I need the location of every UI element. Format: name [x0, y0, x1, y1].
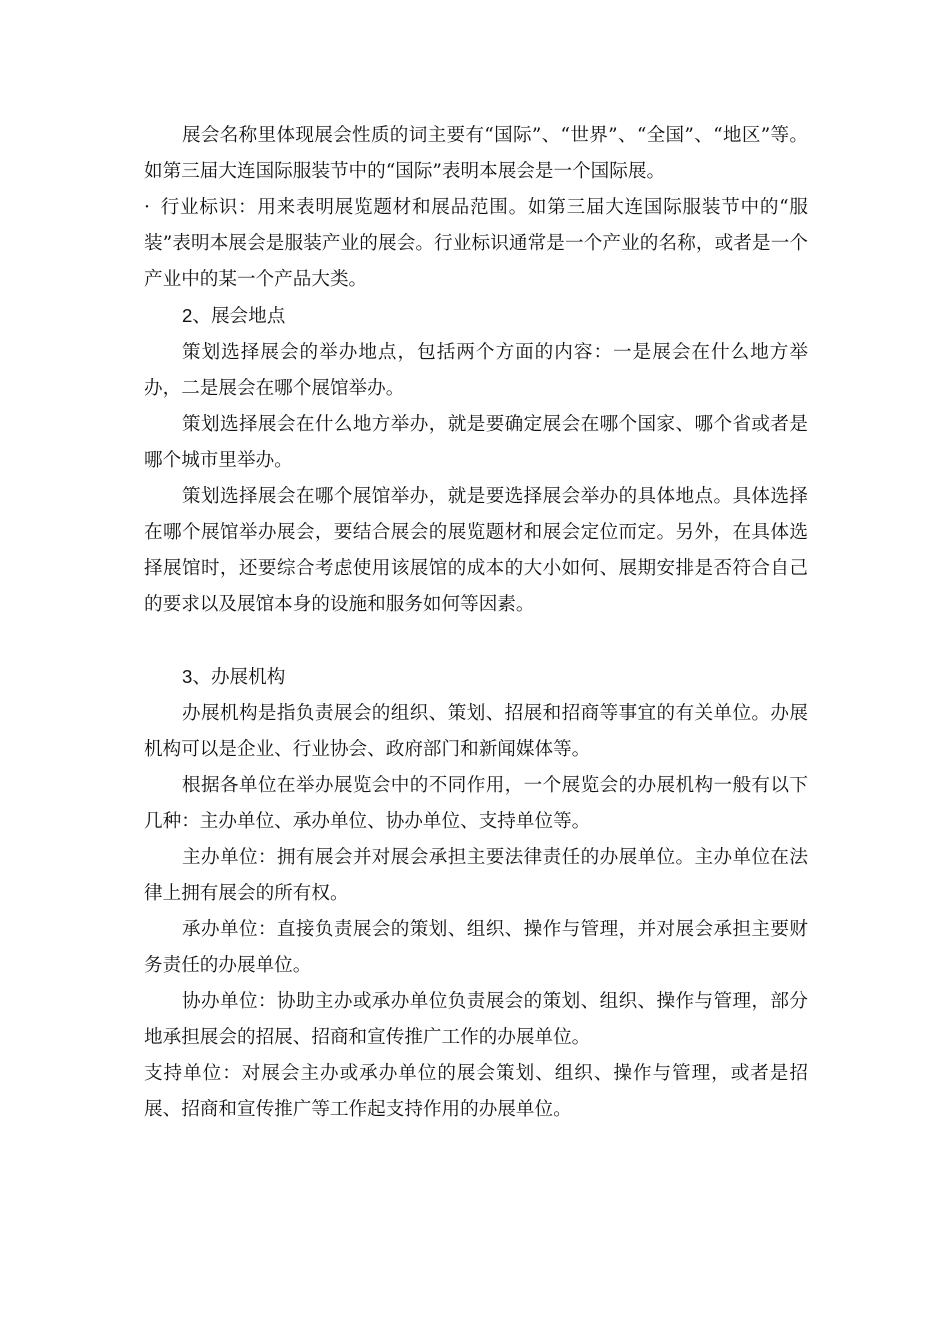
paragraph-venue-intro: 策划选择展会的举办地点，包括两个方面的内容：一是展会在什么地方举办，二是展会在哪个展馆举办。 — [144, 342, 808, 399]
paragraph-venue-where: 策划选择展会在什么地方举办，就是要确定展会在哪个国家、哪个省或者是哪个城市里举办。 — [144, 414, 808, 471]
paragraph-co-organizer-unit: 协办单位：协助主办或承办单位负责展会的策划、组织、操作与管理，部分地承担展会的招展、招商和宣传推广工作的办展单位。 — [144, 991, 808, 1048]
section-heading-organizers — [144, 659, 808, 696]
paragraph-industry-mark — [144, 190, 808, 298]
bullet-icon: · — [144, 197, 150, 218]
section-title: 、办展机构 — [192, 667, 286, 688]
paragraph-organizers-definition: 办展机构是指负责展会的组织、策划、招展和招商等事宜的有关单位。办展机构可以是企业、行业协会、政府部门和新闻媒体等。 — [144, 703, 808, 760]
section-number: 3 — [182, 666, 193, 687]
section-number: 2 — [182, 305, 193, 326]
paragraph-host-unit: 主办单位：拥有展会并对展会承担主要法律责任的办展单位。主办单位在法律上拥有展会的所有权。 — [144, 847, 808, 904]
paragraph-exhibition-nature: 展会名称里体现展会性质的词主要有“国际”、“世界”、“全国”、“地区”等。如第三届大连国际服装节中的“国际”表明本展会是一个国际展。 — [144, 125, 808, 182]
paragraph-organizers-types: 根据各单位在举办展览会中的不同作用，一个展览会的办展机构一般有以下几种：主办单位、承办单位、协办单位、支持单位等。 — [144, 775, 808, 832]
section-heading-venue — [144, 298, 808, 335]
paragraph-venue-hall: 策划选择展会在哪个展馆举办，就是要选择展会举办的具体地点。具体选择在哪个展馆举办展会，要结合展会的展览题材和展会定位而定。另外，在具体选择展馆时，还要综合考虑使用该展馆的成本的大小如何、展期安排是否符合自己的要求以及展馆本身的设施和服务如何等因素。 — [144, 486, 808, 615]
section-title: 、展会地点 — [192, 306, 286, 327]
paragraph-supporting-unit: 支持单位：对展会主办或承办单位的展会策划、组织、操作与管理，或者是招展、招商和宣传推广等工作起支持作用的办展单位。 — [144, 1063, 808, 1120]
paragraph-undertaking-unit: 承办单位：直接负责展会的策划、组织、操作与管理，并对展会承担主要财务责任的办展单位。 — [144, 919, 808, 976]
document-body — [144, 118, 808, 1128]
paragraph-industry-mark-text: 行业标识：用来表明展览题材和展品范围。如第三届大连国际服装节中的“服装”表明本展会是服装产业的展会。行业标识通常是一个产业的名称，或者是一个产业中的某一个产品大类。 — [144, 197, 808, 290]
blank-line — [144, 623, 808, 659]
